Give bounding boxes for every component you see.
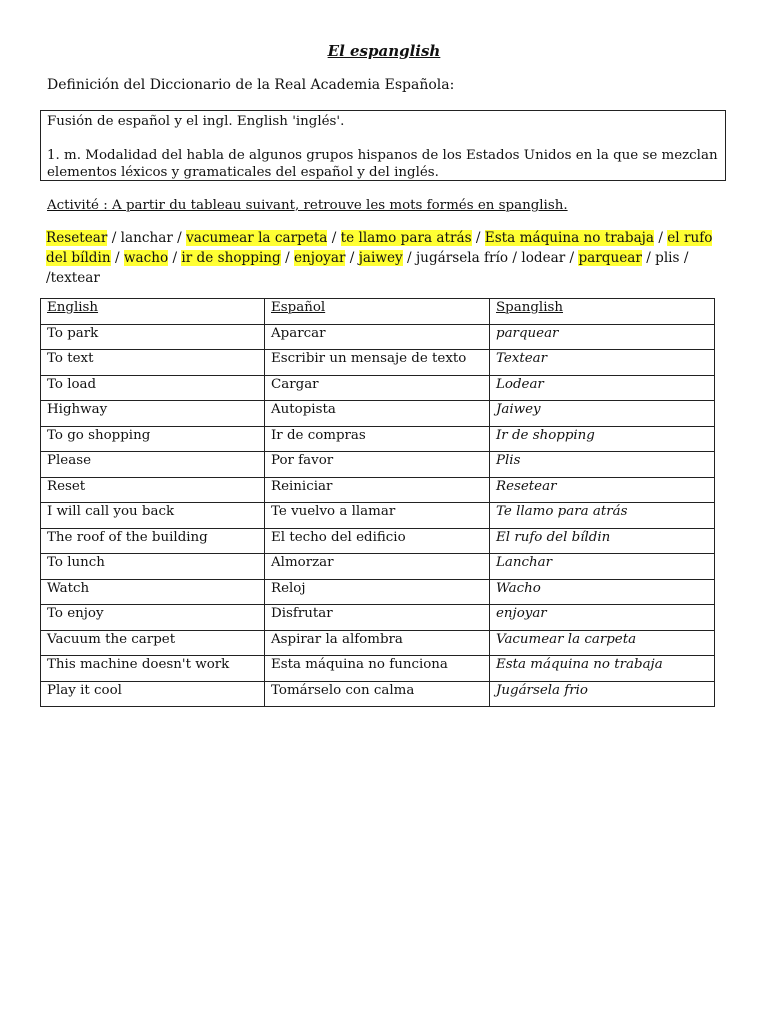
word-separator: /: [345, 250, 359, 266]
cell-espanol: Reloj: [265, 579, 490, 605]
cell-english: To load: [41, 375, 265, 401]
cell-espanol: Aparcar: [265, 324, 490, 350]
word-item: enjoyar: [293, 250, 346, 266]
word-separator: /: [280, 250, 294, 266]
cell-english: Please: [41, 452, 265, 478]
word-separator: /: [679, 250, 689, 266]
word-separator: /: [168, 250, 182, 266]
table-row: [41, 681, 715, 707]
cell-english: The roof of the building: [41, 528, 265, 554]
header-spanglish: Spanglish: [490, 299, 715, 325]
cell-espanol: Cargar: [265, 375, 490, 401]
cell-spanglish: Wacho: [490, 579, 715, 605]
cell-spanglish: Textear: [490, 350, 715, 376]
word-item: jaiwey: [358, 250, 403, 266]
cell-spanglish: Vacumear la carpeta: [490, 630, 715, 656]
table-row: [41, 477, 715, 503]
cell-english: I will call you back: [41, 503, 265, 529]
vocabulary-table: [40, 298, 715, 707]
word-separator: /: [641, 250, 656, 266]
word-separator: /: [402, 250, 416, 266]
word-item: ir de shopping: [181, 250, 281, 266]
header-english: English: [41, 299, 265, 325]
cell-espanol: Escribir un mensaje de texto: [265, 350, 490, 376]
cell-spanglish: El rufo del bíldin: [490, 528, 715, 554]
word-separator: /: [654, 230, 668, 246]
definition-intro: Definición del Diccionario de la Real Academia Española:: [47, 77, 455, 93]
word-item: Esta máquina no trabaja: [484, 230, 654, 246]
cell-spanglish: parquear: [490, 324, 715, 350]
table-row: [41, 452, 715, 478]
word-separator: /: [508, 250, 522, 266]
cell-english: Vacuum the carpet: [41, 630, 265, 656]
cell-espanol: El techo del edificio: [265, 528, 490, 554]
cell-spanglish: Lodear: [490, 375, 715, 401]
cell-english: Highway: [41, 401, 265, 427]
cell-spanglish: Resetear: [490, 477, 715, 503]
table-row: [41, 401, 715, 427]
table-row: [41, 503, 715, 529]
cell-espanol: Ir de compras: [265, 426, 490, 452]
cell-spanglish: enjoyar: [490, 605, 715, 631]
word-item: Resetear: [46, 230, 108, 246]
word-item: /textear: [46, 270, 100, 286]
cell-english: This machine doesn't work: [41, 656, 265, 682]
table-row: [41, 528, 715, 554]
word-separator: /: [565, 250, 579, 266]
cell-espanol: Aspirar la alfombra: [265, 630, 490, 656]
cell-spanglish: Te llamo para atrás: [490, 503, 715, 529]
table-row: [41, 324, 715, 350]
definition-line-3: elementos léxicos y gramaticales del español y del inglés.: [47, 165, 439, 180]
word-separator: /: [471, 230, 485, 246]
cell-spanglish: Jugársela frio: [490, 681, 715, 707]
document-title: El espanglish: [327, 42, 441, 60]
cell-espanol: Te vuelvo a llamar: [265, 503, 490, 529]
cell-spanglish: Jaiwey: [490, 401, 715, 427]
table-row: [41, 579, 715, 605]
definition-line-1: Fusión de español y el ingl. English 'inglés'.: [47, 114, 345, 129]
word-separator: /: [107, 230, 121, 246]
table-row: [41, 605, 715, 631]
word-separator: /: [172, 230, 187, 246]
cell-spanglish: Plis: [490, 452, 715, 478]
cell-spanglish: Ir de shopping: [490, 426, 715, 452]
table-header-row: [41, 299, 715, 325]
cell-spanglish: Esta máquina no trabaja: [490, 656, 715, 682]
word-item: el rufo del bíldin: [46, 230, 713, 266]
cell-espanol: Disfrutar: [265, 605, 490, 631]
word-item: lanchar: [120, 230, 173, 246]
table-row: [41, 426, 715, 452]
word-item: te llamo para atrás: [340, 230, 472, 246]
header-espanol: Español: [265, 299, 490, 325]
cell-spanglish: Lanchar: [490, 554, 715, 580]
cell-english: Reset: [41, 477, 265, 503]
cell-espanol: Esta máquina no funciona: [265, 656, 490, 682]
table-row: [41, 554, 715, 580]
cell-english: To text: [41, 350, 265, 376]
cell-english: To park: [41, 324, 265, 350]
cell-espanol: Por favor: [265, 452, 490, 478]
word-item: vacumear la carpeta: [186, 230, 328, 246]
word-item: plis: [655, 250, 680, 266]
cell-espanol: Autopista: [265, 401, 490, 427]
cell-english: Play it cool: [41, 681, 265, 707]
word-item: lodear: [521, 250, 566, 266]
word-item: wacho: [123, 250, 169, 266]
definition-box: [40, 110, 726, 181]
spanglish-word-list: [46, 228, 726, 288]
cell-english: To lunch: [41, 554, 265, 580]
word-separator: /: [110, 250, 124, 266]
word-item: jugársela frío: [415, 250, 509, 266]
table-row: [41, 630, 715, 656]
table-row: [41, 350, 715, 376]
table-row: [41, 375, 715, 401]
word-item: parquear: [578, 250, 642, 266]
activity-instruction: Activité : A partir du tableau suivant, retrouve les mots formés en spanglish.: [47, 198, 568, 213]
cell-english: To enjoy: [41, 605, 265, 631]
cell-espanol: Tomárselo con calma: [265, 681, 490, 707]
cell-espanol: Almorzar: [265, 554, 490, 580]
cell-english: To go shopping: [41, 426, 265, 452]
cell-espanol: Reiniciar: [265, 477, 490, 503]
table-row: [41, 656, 715, 682]
definition-line-2: 1. m. Modalidad del habla de algunos grupos hispanos de los Estados Unidos en la que se mezclan: [47, 148, 718, 163]
cell-english: Watch: [41, 579, 265, 605]
word-separator: /: [327, 230, 341, 246]
